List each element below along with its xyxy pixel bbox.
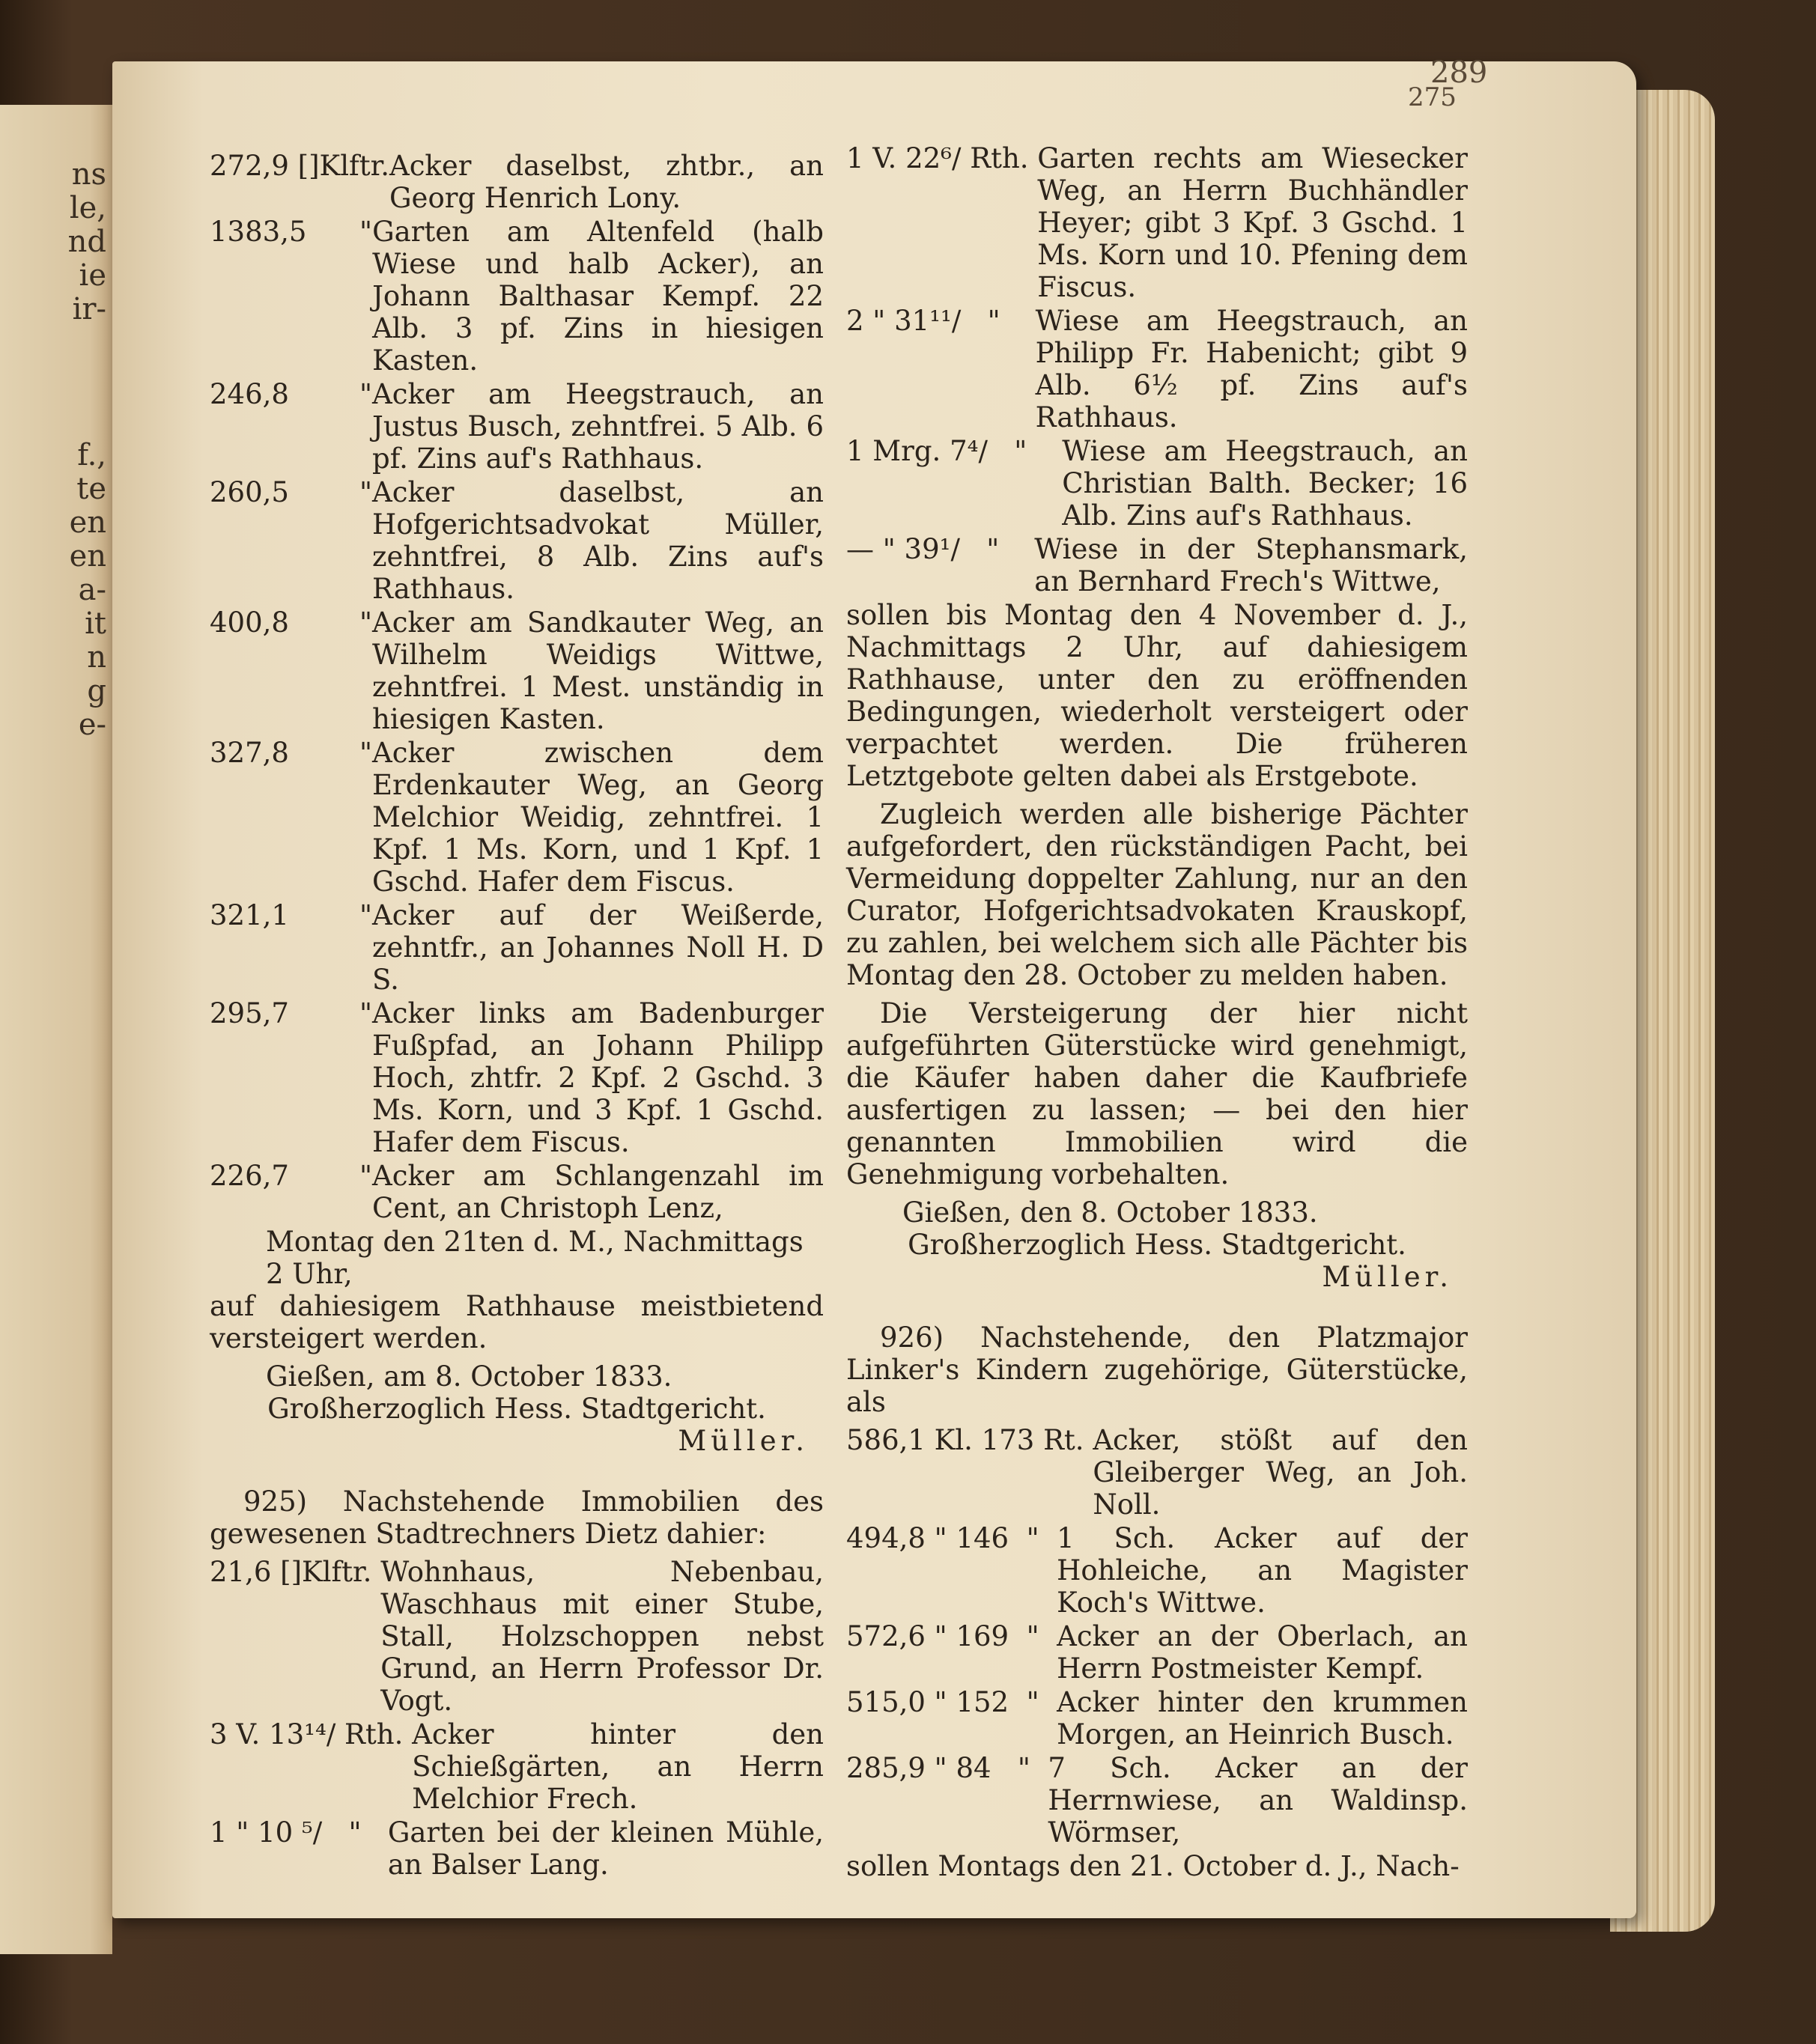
entry-quantity: — " 39¹/ " — [846, 533, 1035, 565]
entry-text: Acker am Schlangenzahl im Cent, an Christoph Lenz, — [372, 1160, 824, 1224]
entry-quantity: 1 V. 22⁶/ Rth. — [846, 142, 1038, 174]
margin-fragment: nd — [67, 225, 106, 259]
list-item — [846, 1620, 1468, 1685]
list-item — [210, 997, 824, 1158]
margin-fragment: ie — [79, 258, 106, 293]
margin-fragment: ns — [71, 157, 106, 192]
entry-text: 7 Sch. Acker an der Herrnwiese, an Waldinsp. Wörmser, — [1048, 1752, 1468, 1849]
entry-quantity: 327,8 " — [210, 737, 373, 769]
left-column — [210, 150, 824, 1882]
entry-quantity: 260,5 " — [210, 476, 373, 508]
entry-text: Acker links am Badenburger Fußpfad, an Johann Philipp Hoch, zhtfr. 2 Kpf. 2 Gschd. 3 Ms. Korn, und 3 Kpf. 1 Gschd. Hafer dem Fiscus. — [372, 997, 824, 1158]
margin-fragment: en — [69, 539, 106, 574]
list-item — [846, 435, 1468, 532]
entry-quantity: 1 Mrg. 7⁴/ " — [846, 435, 1063, 467]
list-item — [846, 1686, 1468, 1751]
margin-fragment: g — [87, 674, 106, 708]
right-column — [846, 142, 1468, 1882]
entry-quantity: 285,9 " 84 " — [846, 1752, 1048, 1784]
margin-fragment: n — [87, 640, 106, 675]
list-item — [210, 737, 824, 898]
entry-text: Acker hinter den krummen Morgen, an Heinrich Busch. — [1057, 1686, 1468, 1751]
list-item — [210, 1556, 824, 1717]
entry-text: Wiese am Heegstrauch, an Christian Balth. Becker; 16 Alb. Zins auf's Rathhaus. — [1062, 435, 1468, 532]
list-item — [210, 899, 824, 996]
entry-text: Acker auf der Weißerde, zehntfr., an Johannes Noll H. D S. — [372, 899, 824, 996]
list-item — [210, 606, 824, 735]
margin-fragment: en — [69, 505, 106, 540]
page-number-top: 289 — [1430, 55, 1488, 90]
entry-text: Garten rechts am Wiesecker Weg, an Herrn Buchhändler Heyer; gibt 3 Kpf. 3 Gschd. 1 Ms. Korn und 10. Pfening dem Fiscus. — [1037, 142, 1468, 303]
entry-text: Acker am Sandkauter Weg, an Wilhelm Weidigs Wittwe, zehntfrei. 1 Mest. unständig in hiesigen Kasten. — [372, 606, 824, 735]
list-item — [210, 1160, 824, 1224]
margin-fragment: le, — [69, 191, 106, 225]
right-entries-b — [846, 1424, 1468, 1849]
margin-fragment: te — [76, 472, 106, 506]
paragraph-3: Die Versteigerung der hier nicht aufgeführten Güterstücke wird genehmigt, die Käufer haben daher die Kaufbriefe ausfertigen zu lassen; — bei den hier genannten Immobilien wird die Genehmigung vorbehalten. — [846, 997, 1468, 1190]
right-entries-a — [846, 142, 1468, 597]
paragraph-2: Zugleich werden alle bisherige Pächter aufgefordert, den rückständigen Pacht, bei Vermeidung doppelter Zahlung, nur an den Curator, Hofgerichtsadvokaten Krauskopf, zu zahlen, bei welchem sich alle Pächter bis Montag den 28. October zu melden haben. — [846, 798, 1468, 991]
entry-text: Acker, stößt auf den Gleiberger Weg, an Joh. Noll. — [1093, 1424, 1468, 1521]
entry-text: Wohnhaus, Nebenbau, Waschhaus mit einer Stube, Stall, Holzschoppen nebst Grund, an Herrn Professor Dr. Vogt. — [380, 1556, 824, 1717]
court-line: Großherzoglich Hess. Stadtgericht. — [267, 1393, 766, 1425]
paragraph-1: sollen bis Montag den 4 November d. J., Nachmittags 2 Uhr, auf dahiesigem Rathhause, unter den zu eröffnenden Bedingungen, wiederholt versteigert oder verpachtet werden. Die früheren Letztgebote gelten dabei als Erstgebote. — [846, 599, 1468, 792]
signature: Müller. — [678, 1425, 809, 1457]
court-line: Großherzoglich Hess. Stadtgericht. — [908, 1229, 1406, 1261]
list-item — [846, 1752, 1468, 1849]
list-item — [210, 476, 824, 605]
entry-quantity: 400,8 " — [210, 606, 373, 639]
date-line: Gießen, den 8. October 1833. — [902, 1196, 1318, 1229]
margin-fragment: e- — [78, 708, 106, 742]
date-line: Gießen, am 8. October 1833. — [266, 1360, 672, 1393]
margin-fragment: ir- — [72, 292, 106, 326]
page-number-bottom: 275 — [1408, 82, 1457, 112]
entry-text: Acker hinter den Schießgärten, an Herrn Melchior Frech. — [412, 1718, 824, 1815]
entry-quantity: 586,1 Kl. 173 Rt. — [846, 1424, 1093, 1456]
entry-quantity: 295,7 " — [210, 997, 373, 1029]
list-item — [846, 533, 1468, 597]
monday-line: Montag den 21ten d. M., Nachmittags 2 Uhr, — [266, 1226, 804, 1290]
entry-quantity: 226,7 " — [210, 1160, 373, 1192]
margin-fragment: it — [85, 606, 106, 641]
entry-text: Garten am Altenfeld (halb Wiese und halb Acker), an Johann Balthasar Kempf. 22 Alb. 3 pf. Zins in hiesigen Kasten. — [372, 216, 824, 377]
list-item — [210, 1718, 824, 1815]
notice-926: 926) Nachstehende, den Platzmajor Linker's Kindern zugehörige, Güterstücke, als — [846, 1321, 1468, 1418]
notice-925: 925) Nachstehende Immobilien des gewesenen Stadtrechners Dietz dahier: — [210, 1485, 824, 1550]
list-item — [210, 216, 824, 377]
left-entries-a — [210, 150, 824, 1224]
entry-quantity: 515,0 " 152 " — [846, 1686, 1057, 1718]
auction-line: auf dahiesigem Rathhause meistbietend versteigert werden. — [210, 1290, 824, 1354]
entry-quantity: 21,6 []Klftr. — [210, 1556, 381, 1588]
list-item — [846, 1424, 1468, 1521]
entry-text: Acker daselbst, an Hofgerichtsadvokat Müller, zehntfrei, 8 Alb. Zins auf's Rathhaus. — [372, 476, 824, 605]
entry-quantity: 572,6 " 169 " — [846, 1620, 1057, 1652]
entry-text: Wiese in der Stephansmark, an Bernhard Frech's Wittwe, — [1034, 533, 1468, 597]
list-item — [846, 305, 1468, 434]
list-item — [210, 1816, 824, 1881]
left-page-edge — [0, 105, 112, 1954]
entry-text: 1 Sch. Acker auf der Hohleiche, an Magister Koch's Wittwe. — [1057, 1522, 1468, 1619]
closing-line: sollen Montags den 21. October d. J., Nach- — [846, 1850, 1460, 1882]
margin-fragment: a- — [78, 573, 106, 607]
left-entries-b — [210, 1556, 824, 1881]
entry-quantity: 1 " 10 ⁵/ " — [210, 1816, 388, 1849]
entry-text: Wiese am Heegstrauch, an Philipp Fr. Habenicht; gibt 9 Alb. 6½ pf. Zins auf's Rathhaus. — [1035, 305, 1468, 434]
entry-quantity: 272,9 []Klftr. — [210, 150, 389, 182]
entry-text: Acker daselbst, zhtbr., an Georg Henrich Lony. — [389, 150, 824, 214]
entry-quantity: 494,8 " 146 " — [846, 1522, 1057, 1554]
entry-quantity: 3 V. 13¹⁴/ Rth. — [210, 1718, 413, 1751]
entry-text: Acker am Heegstrauch, an Justus Busch, zehntfrei. 5 Alb. 6 pf. Zins auf's Rathhaus. — [372, 378, 824, 475]
list-item — [846, 1522, 1468, 1619]
signature: Müller. — [1322, 1261, 1453, 1293]
list-item — [210, 378, 824, 475]
entry-text: Acker an der Oberlach, an Herrn Postmeister Kempf. — [1057, 1620, 1468, 1685]
entry-quantity: 2 " 31¹¹/ " — [846, 305, 1036, 337]
entry-quantity: 1383,5 " — [210, 216, 373, 248]
margin-fragment: f., — [77, 438, 106, 472]
entry-quantity: 246,8 " — [210, 378, 373, 410]
entry-text: Acker zwischen dem Erdenkauter Weg, an Georg Melchior Weidig, zehntfrei. 1 Kpf. 1 Ms. Korn, und 1 Kpf. 1 Gschd. Hafer dem Fiscus. — [372, 737, 824, 898]
list-item — [210, 150, 824, 214]
entry-quantity: 321,1 " — [210, 899, 373, 931]
list-item — [846, 142, 1468, 303]
entry-text: Garten bei der kleinen Mühle, an Balser Lang. — [387, 1816, 824, 1881]
